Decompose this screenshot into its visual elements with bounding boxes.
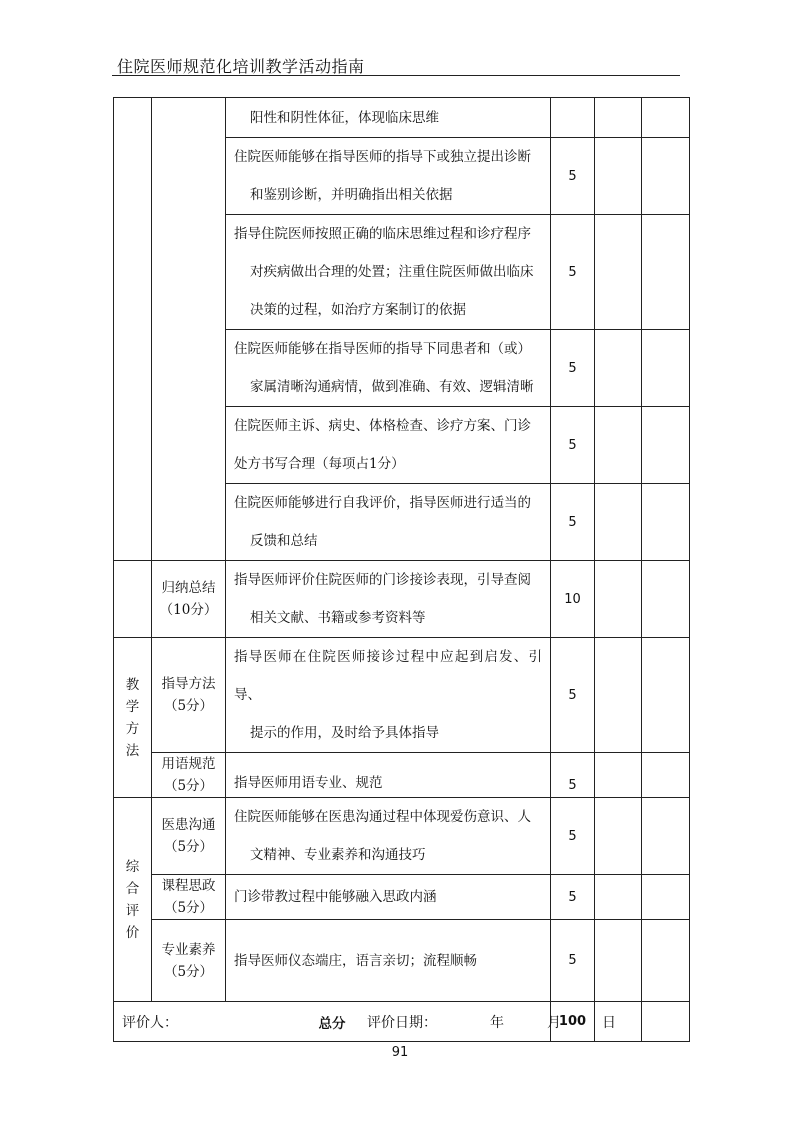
criterion-cell — [226, 98, 551, 138]
criterion-cell — [226, 638, 551, 753]
score-cell: 5 — [551, 753, 595, 798]
day-label: 日 — [602, 1015, 616, 1031]
score-cell: 5 — [551, 407, 595, 484]
score-cell: 10 — [551, 561, 595, 638]
criterion-cell — [226, 330, 551, 407]
criterion-line: 阳性和阴性体征，体现临床思维 — [250, 109, 439, 126]
subcategory-guidance-method — [152, 638, 226, 753]
criterion-line: 反馈和总结 — [250, 533, 318, 549]
subcategory-points: （10分） — [159, 602, 218, 618]
subcategory-points: （5分） — [163, 839, 214, 855]
evaluation-date-label: 评价日期： — [367, 1015, 437, 1031]
criterion-line: 指导医师评价住院医师的门诊接诊表现，引导查阅 — [234, 572, 531, 588]
page-number: 91 — [391, 1045, 409, 1060]
remark-cell — [642, 920, 690, 1002]
rating-cell — [595, 98, 642, 138]
subcategory-name: 归纳总结 — [161, 580, 216, 596]
rating-cell — [595, 407, 642, 484]
table-row — [114, 920, 690, 1002]
remark-cell — [642, 484, 690, 561]
subcategory-points: （5分） — [163, 778, 214, 794]
criterion-cell — [226, 484, 551, 561]
criterion-cell — [226, 798, 551, 875]
criterion-line: 门诊带教过程中能够融入思政内涵 — [234, 889, 437, 905]
total-label: 总分 — [114, 1002, 551, 1042]
evaluation-table — [113, 97, 690, 1042]
criterion-line: 决策的过程，如治疗方案制订的依据 — [250, 302, 466, 318]
criterion-line: 住院医师能够在指导医师的指导下或独立提出诊断 — [234, 149, 531, 165]
score-cell: 5 — [551, 484, 595, 561]
remark-cell — [642, 138, 690, 215]
total-score: 100 — [551, 1002, 595, 1042]
criterion-cell — [226, 561, 551, 638]
remark-cell — [642, 798, 690, 875]
criterion-cell — [226, 215, 551, 330]
header-divider — [112, 75, 680, 76]
rating-cell — [595, 138, 642, 215]
rating-cell — [595, 484, 642, 561]
category-teaching-method — [114, 638, 152, 798]
criterion-line: 住院医师能够在医患沟通过程中体现爱伤意识、人 — [234, 809, 531, 825]
table-row — [114, 561, 690, 638]
category-overall-evaluation — [114, 798, 152, 1002]
remark-cell — [642, 1002, 690, 1042]
category-char: 综 — [125, 858, 140, 875]
rating-cell — [595, 561, 642, 638]
subcategory-points: （5分） — [163, 698, 214, 714]
criterion-cell — [226, 753, 551, 798]
rating-cell — [595, 798, 642, 875]
year-label: 年 — [490, 1015, 504, 1031]
subcategory-ideological-education — [152, 875, 226, 920]
score-cell: 5 — [551, 920, 595, 1002]
table-row — [114, 98, 690, 138]
table-row — [114, 753, 690, 798]
rating-cell — [595, 753, 642, 798]
remark-cell — [642, 753, 690, 798]
rating-cell — [595, 875, 642, 920]
remark-cell — [642, 330, 690, 407]
score-cell: 5 — [551, 798, 595, 875]
criterion-line: 住院医师能够进行自我评价，指导医师进行适当的 — [234, 495, 531, 511]
criterion-line: 相关文献、书籍或参考资料等 — [250, 610, 426, 626]
summary-subcategory — [152, 561, 226, 638]
criterion-line: 指导医师在住院医师接诊过程中应起到启发、引导、 — [234, 649, 542, 703]
subcategory-doctor-patient-communication — [152, 798, 226, 875]
category-char: 教 — [125, 676, 140, 693]
remark-cell — [642, 875, 690, 920]
rating-cell — [595, 920, 642, 1002]
remark-cell — [642, 407, 690, 484]
criterion-line: 提示的作用，及时给予具体指导 — [250, 725, 439, 741]
score-cell: 5 — [551, 215, 595, 330]
criterion-cell — [226, 138, 551, 215]
criterion-line: 指导医师仪态端庄，语言亲切；流程顺畅 — [234, 952, 477, 969]
criterion-cell — [226, 407, 551, 484]
month-label: 月 — [547, 1015, 561, 1031]
rating-cell — [595, 215, 642, 330]
criterion-line: 住院医师能够在指导医师的指导下同患者和（或） — [234, 341, 531, 357]
rating-cell — [595, 638, 642, 753]
criterion-line: 和鉴别诊断，并明确指出相关依据 — [250, 187, 453, 203]
score-cell — [551, 98, 595, 138]
evaluator-label: 评价人： — [122, 1015, 178, 1031]
remark-cell — [642, 561, 690, 638]
subcategory-cell-continued — [152, 98, 226, 561]
criterion-line: 指导住院医师按照正确的临床思维过程和诊疗程序 — [234, 226, 531, 242]
criterion-line: 家属清晰沟通病情，做到准确、有效、逻辑清晰 — [250, 379, 534, 395]
score-cell: 5 — [551, 138, 595, 215]
category-char: 评 — [125, 902, 140, 919]
category-cell-continued — [114, 98, 152, 561]
subcategory-points: （5分） — [163, 963, 214, 980]
page-header-title: 住院医师规范化培训教学活动指南 — [117, 57, 365, 76]
table-row — [114, 875, 690, 920]
category-char: 学 — [125, 698, 140, 715]
criterion-line: 文精神、专业素养和沟通技巧 — [250, 847, 426, 863]
score-cell: 5 — [551, 638, 595, 753]
remark-cell — [642, 98, 690, 138]
subcategory-professionalism — [152, 920, 226, 1002]
category-char: 合 — [125, 880, 140, 897]
score-cell: 5 — [551, 330, 595, 407]
criterion-line: 指导医师用语专业、规范 — [234, 775, 383, 791]
subcategory-points: （5分） — [163, 900, 214, 916]
subcategory-name: 专业素养 — [161, 941, 216, 958]
category-cell-continued — [114, 561, 152, 638]
subcategory-name: 课程思政 — [161, 878, 216, 894]
subcategory-name: 医患沟通 — [161, 817, 216, 833]
category-char: 方 — [125, 720, 140, 737]
criterion-cell — [226, 920, 551, 1002]
subcategory-language-norms — [152, 753, 226, 798]
subcategory-name: 指导方法 — [161, 676, 216, 692]
category-char: 价 — [125, 924, 140, 941]
criterion-cell — [226, 875, 551, 920]
rating-cell — [595, 330, 642, 407]
remark-cell — [642, 638, 690, 753]
remark-cell — [642, 215, 690, 330]
subcategory-name: 用语规范 — [161, 756, 216, 772]
score-cell: 5 — [551, 875, 595, 920]
category-char: 法 — [125, 742, 140, 759]
criterion-line: 对疾病做出合理的处置；注重住院医师做出临床 — [250, 264, 534, 280]
criterion-line: 住院医师主诉、病史、体格检查、诊疗方案、门诊 — [234, 418, 531, 434]
table-row — [114, 638, 690, 753]
table-row — [114, 798, 690, 875]
criterion-line: 处方书写合理（每项占1分） — [234, 456, 405, 472]
